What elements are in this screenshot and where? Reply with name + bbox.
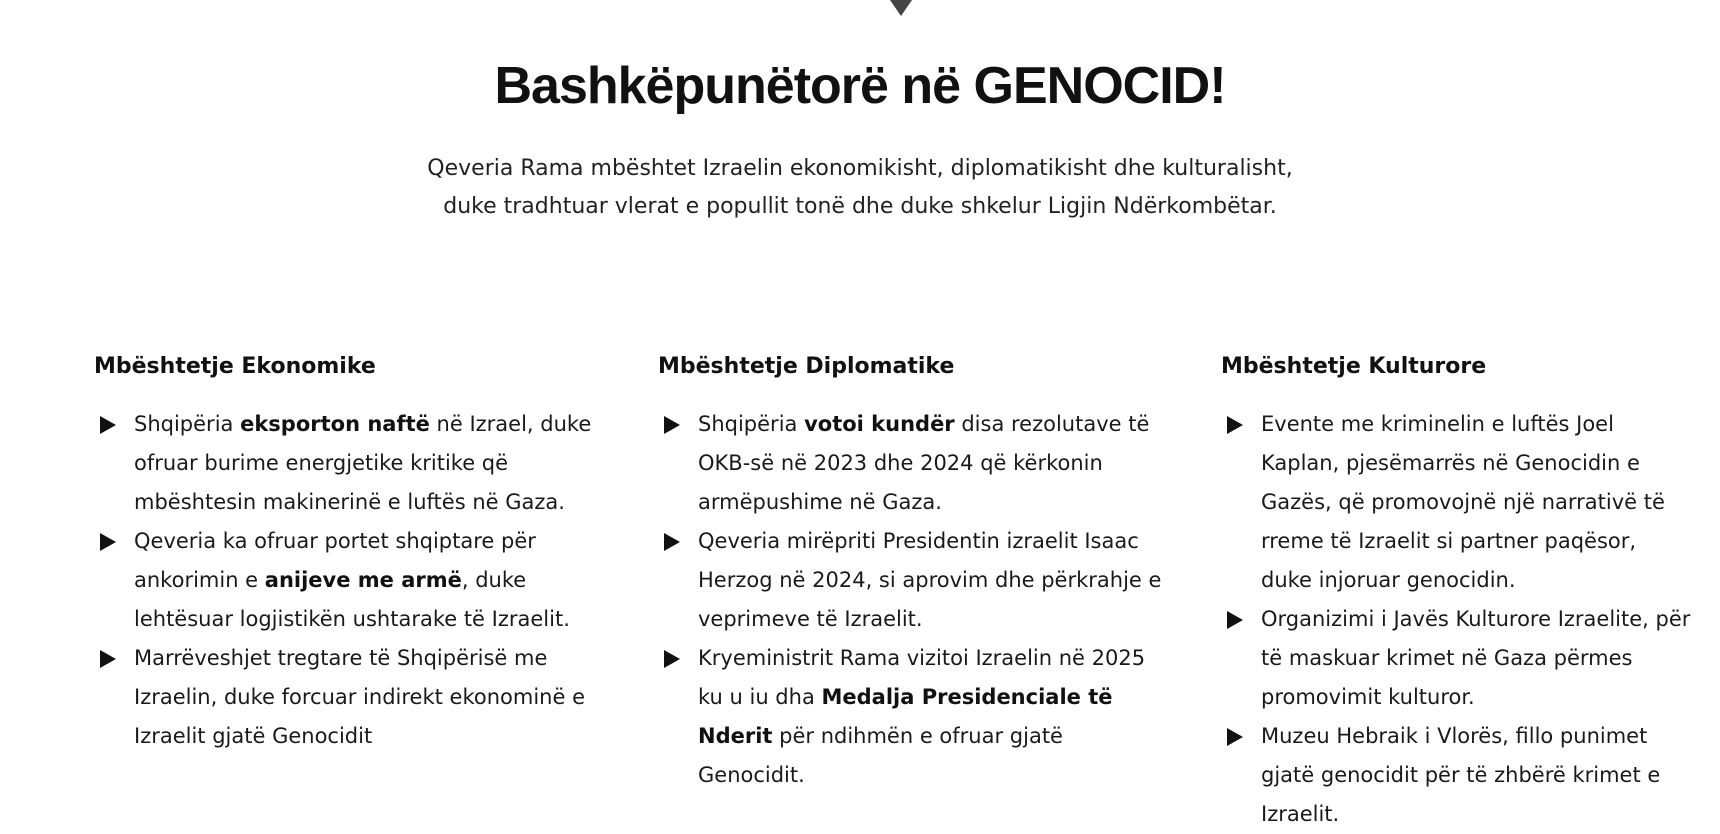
play-triangle-icon	[664, 650, 680, 668]
column-title: Mbështetje Ekonomike	[94, 354, 376, 379]
item-text: Organizimi i Javës Kulturore Izraelite, për të maskuar krimet në Gaza përmes promovimit kulturor.	[1261, 607, 1691, 709]
play-triangle-icon	[100, 416, 116, 434]
page-title: Bashkëpunëtorë në GENOCID!	[494, 57, 1226, 115]
list-item	[94, 405, 604, 522]
item-emphasis: eksporton naftë	[240, 412, 430, 436]
list-item	[94, 522, 604, 639]
item-text-continued: në Izrael, duke ofruar burime energjetike kritike që mbështesin makinerinë e luftës në Gaza.	[134, 412, 592, 514]
item-text: Muzeu Hebraik i Vlorës, fillo punimet gjatë genocidit për të zhbërë krimet e Izraelit.	[1261, 724, 1661, 826]
list-item	[1221, 600, 1691, 717]
list-item	[658, 405, 1168, 522]
play-triangle-icon	[1227, 728, 1243, 746]
item-text-continued: disa rezolutave të OKB-së në 2023 dhe 2024 që kërkonin armëpushime në Gaza.	[698, 412, 1150, 514]
list-item	[658, 522, 1168, 639]
list-item	[658, 639, 1168, 795]
item-emphasis: Medalja Presidenciale të Nderit	[698, 685, 1113, 748]
item-text: Kryeministrit Rama vizitoi Izraelin në 2025 ku u iu dha	[698, 646, 1146, 709]
bullet-list	[94, 405, 604, 756]
item-text-continued: , duke lehtësuar logjistikën ushtarake të Izraelit.	[134, 568, 570, 631]
item-text: Qeveria ka ofruar portet shqiptare për ankorimin e	[134, 529, 536, 592]
item-text: Shqipëria	[134, 412, 241, 436]
item-emphasis: anijeve me armë	[264, 568, 462, 592]
bullet-list	[658, 405, 1168, 795]
play-triangle-icon	[1227, 416, 1243, 434]
item-text: Evente me kriminelin e luftës Joel Kaplan, pjesëmarrës në Genocidin e Gazës, që promovojnë një narrativë të rreme të Izraelit si partner paqësor, duke injoruar genocidin.	[1261, 412, 1665, 592]
column-economic-support	[94, 350, 604, 756]
item-emphasis: votoi kundër	[804, 412, 955, 436]
triangle-down-icon	[890, 0, 912, 16]
column-title: Mbështetje Diplomatike	[658, 354, 955, 379]
column-title: Mbështetje Kulturore	[1221, 354, 1487, 379]
bullet-list	[1221, 405, 1691, 834]
play-triangle-icon	[1227, 611, 1243, 629]
item-text: Shqipëria	[698, 412, 805, 436]
list-item	[1221, 717, 1691, 834]
play-triangle-icon	[664, 533, 680, 551]
column-cultural-support	[1221, 350, 1691, 834]
play-triangle-icon	[100, 650, 116, 668]
column-diplomatic-support	[658, 350, 1168, 795]
play-triangle-icon	[664, 416, 680, 434]
list-item	[94, 639, 604, 756]
play-triangle-icon	[100, 533, 116, 551]
list-item	[1221, 405, 1691, 600]
intro-text: Qeveria Rama mbështet Izraelin ekonomikisht, diplomatikisht dhe kulturalisht, duke tradhtuar vlerat e popullit tonë dhe duke shkelur Ligjin Ndërkombëtar.	[427, 156, 1293, 219]
item-text: Marrëveshjet tregtare të Shqipërisë me Izraelin, duke forcuar indirekt ekonominë e Izraelit gjatë Genocidit	[134, 646, 585, 748]
item-text-continued: për ndihmën e ofruar gjatë Genocidit.	[698, 724, 1063, 787]
item-text: Qeveria mirëpriti Presidentin izraelit Isaac Herzog në 2024, si aprovim dhe përkrahje e veprimeve të Izraelit.	[698, 529, 1162, 631]
